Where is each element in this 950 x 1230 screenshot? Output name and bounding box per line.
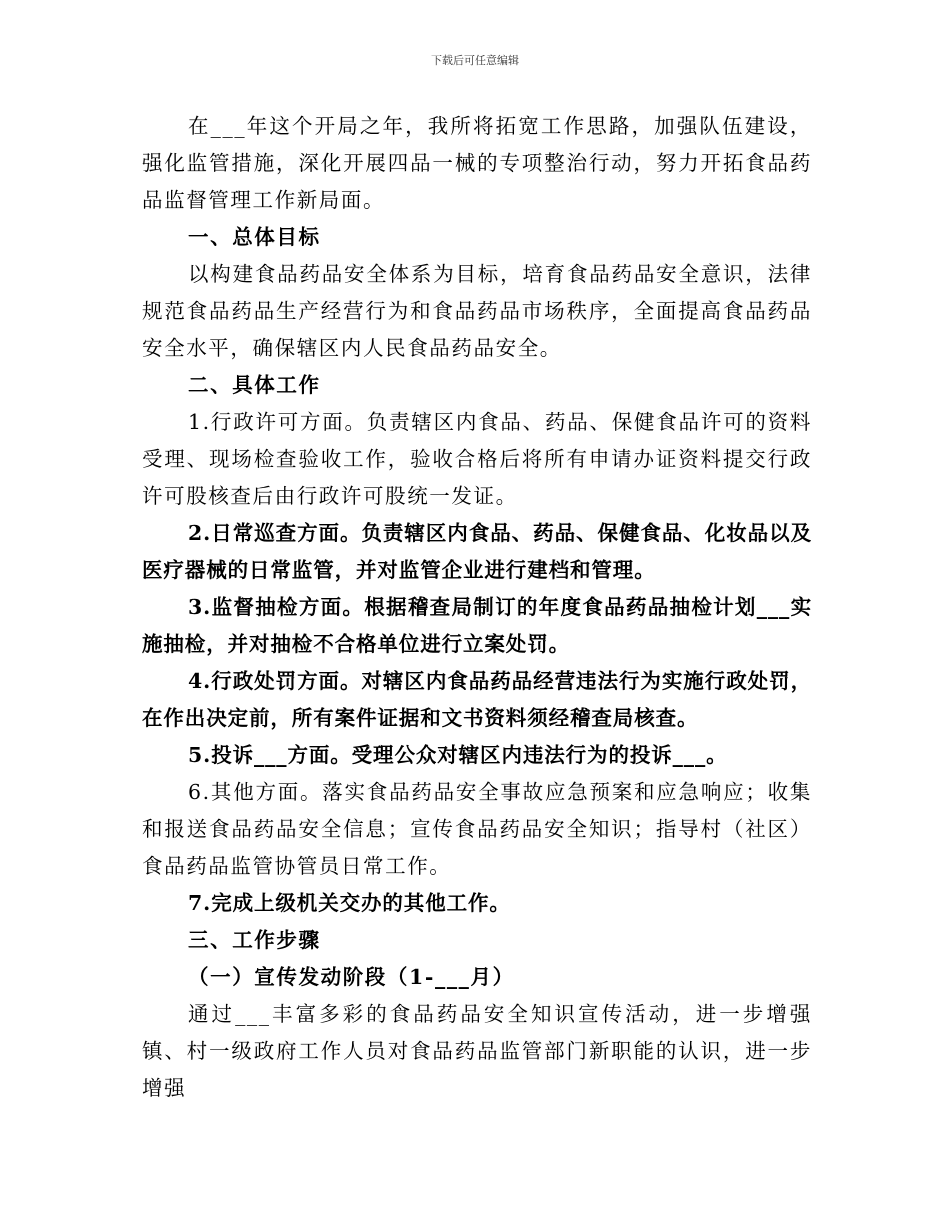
intro-paragraph: 在___年这个开局之年，我所将拓宽工作思路，加强队伍建设，强化监管措施，深化开展四品一械的专项整治行动，努力开拓食品药品监督管理工作新局面。	[142, 114, 812, 212]
work-item-2: 2.日常巡查方面。负责辖区内食品、药品、保健食品、化妆品以及医疗器械的日常监管，并对监管企业进行建档和管理。	[142, 521, 812, 582]
subsection-heading-publicity-stage: （一）宣传发动阶段（1-___月）	[188, 965, 515, 989]
work-item-7: 7.完成上级机关交办的其他工作。	[188, 891, 511, 915]
document-body	[142, 108, 812, 1107]
work-item-1: 1.行政许可方面。负责辖区内食品、药品、保健食品许可的资料受理、现场检查验收工作，验收合格后将所有申请办证资料提交行政许可股核查后由行政许可股统一发证。	[142, 410, 812, 508]
overall-goal-paragraph: 以构建食品药品安全体系为目标，培育食品药品安全意识，法律规范食品药品生产经营行为和食品药品市场秩序，全面提高食品药品安全水平，确保辖区内人民食品药品安全。	[142, 262, 812, 360]
work-item-4: 4.行政处罚方面。对辖区内食品药品经营违法行为实施行政处罚，在作出决定前，所有案件证据和文书资料须经稽查局核查。	[142, 669, 812, 730]
publicity-stage-paragraph: 通过___丰富多彩的食品药品安全知识宣传活动，进一步增强镇、村一级政府工作人员对食品药品监管部门新职能的认识，进一步增强	[142, 1002, 812, 1100]
section-heading-overall-goal: 一、总体目标	[188, 225, 321, 249]
page-header: 下载后可任意编辑	[431, 54, 519, 67]
section-heading-work-steps: 三、工作步骤	[188, 928, 321, 952]
work-item-3: 3.监督抽检方面。根据稽查局制订的年度食品药品抽检计划___实施抽检，并对抽检不合格单位进行立案处罚。	[142, 595, 812, 656]
section-heading-specific-work: 二、具体工作	[188, 373, 321, 397]
work-item-5: 5.投诉___方面。受理公众对辖区内违法行为的投诉___。	[188, 743, 728, 767]
work-item-6: 6.其他方面。落实食品药品安全事故应急预案和应急响应；收集和报送食品药品安全信息；宣传食品药品安全知识；指导村（社区）食品药品监管协管员日常工作。	[142, 780, 812, 878]
